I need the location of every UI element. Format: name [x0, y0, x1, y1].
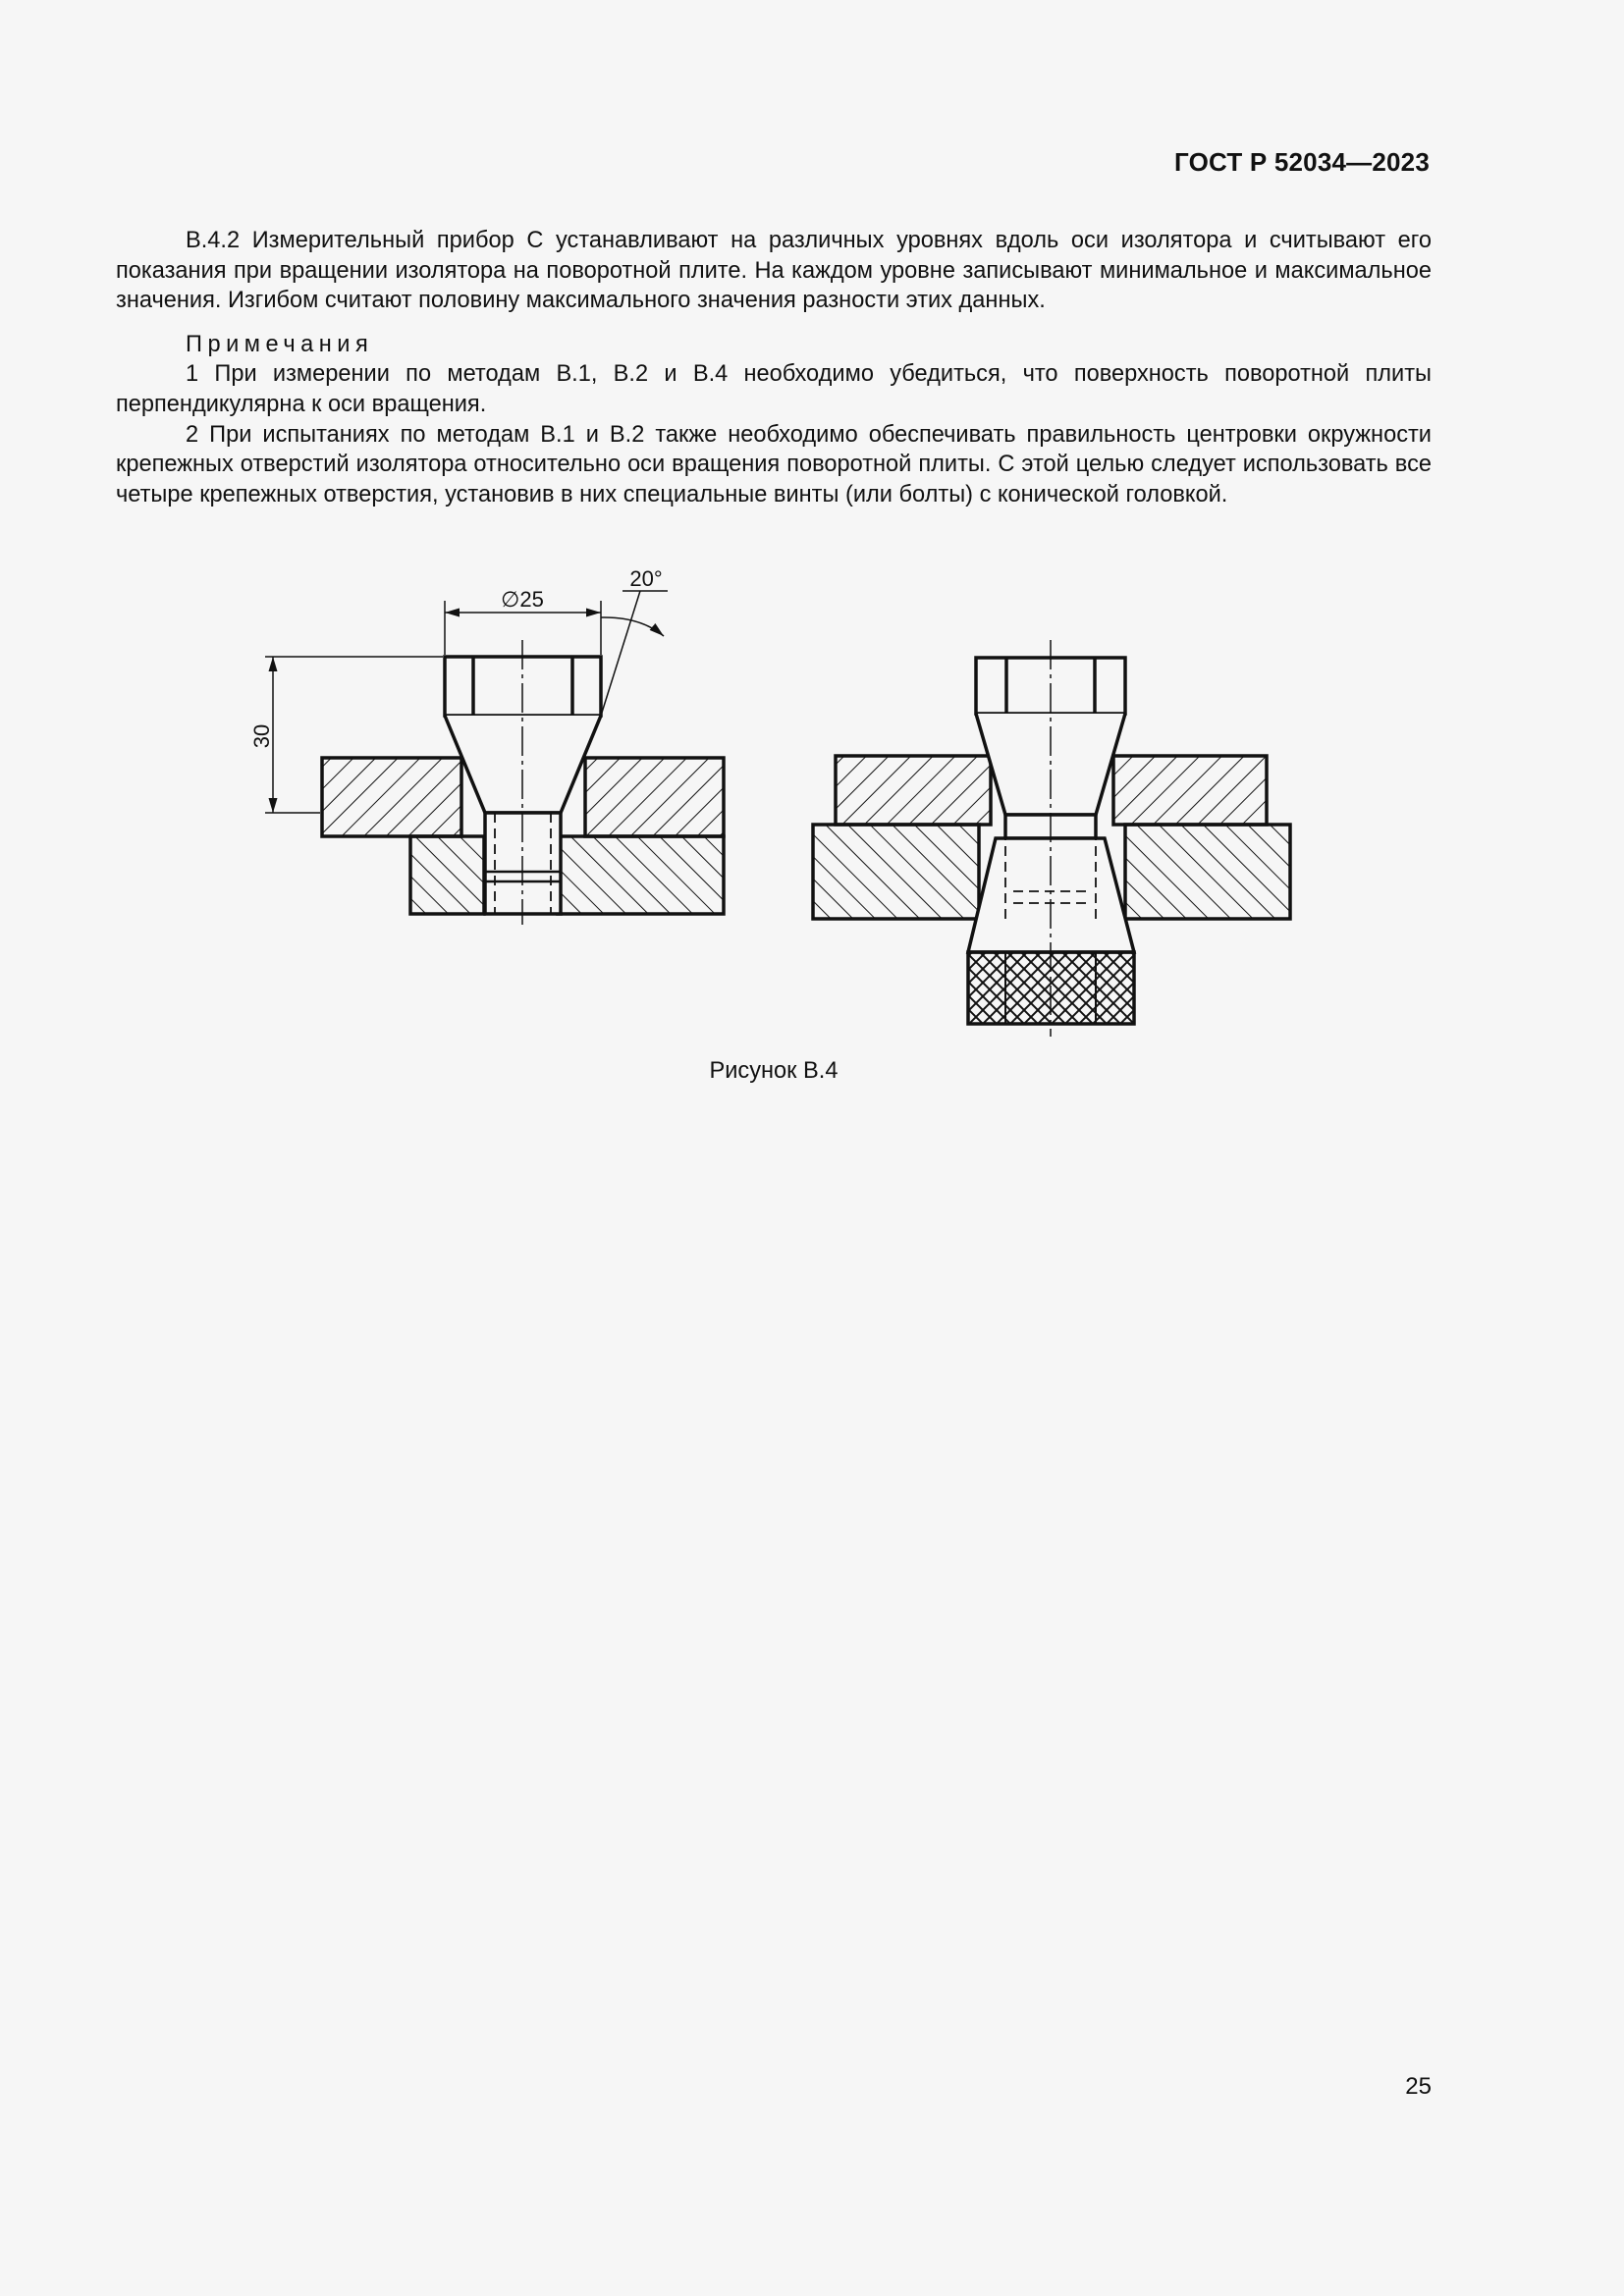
left-lower-plate-left: [410, 836, 484, 914]
dim-height-label: 30: [249, 723, 274, 749]
paragraph-b42: В.4.2 Измерительный прибор С устанавливают на различных уровнях вдоль оси изолятора и считывают его показания при вращении изолятора на поворотной плите. На каждом уровне записывают минимальное и максимальное значения. Изгибом считают половину максимального значения разности этих данных.: [116, 228, 1432, 314]
note-2: 2 При испытаниях по методам В.1 и В.2 также необходимо обеспечивать правильность центровки окружности крепежных отверстий изолятора относительно оси вращения поворотной плиты. С этой целью следует использовать все четыре крепежных отверстия, установив в них специальные винты (или болты) с конической головкой.: [116, 421, 1432, 507]
figure-b4-drawing: [0, 530, 1624, 1080]
right-upper-plate-right: [1113, 756, 1267, 825]
left-assembly-view: [322, 640, 724, 925]
left-upper-plate-left: [322, 758, 461, 836]
right-lower-plate-right: [1125, 825, 1290, 919]
figure-caption: Рисунок В.4: [709, 1058, 839, 1084]
dim-diameter-label: ∅25: [501, 587, 544, 612]
left-upper-plate-right: [585, 758, 724, 836]
notes-title: Примечания: [186, 331, 374, 357]
right-assembly-view: [813, 640, 1290, 1037]
left-lower-plate-right: [558, 836, 724, 914]
note-1: 1 При измерении по методам В.1, В.2 и В.4 необходимо убедиться, что поверхность поворотной плиты перпендикулярна к оси вращения.: [116, 361, 1432, 417]
document-code: ГОСТ Р 52034—2023: [1174, 147, 1430, 177]
right-upper-plate-left: [836, 756, 991, 825]
body-text: [116, 226, 1432, 509]
right-lower-plate-left: [813, 825, 979, 919]
page-number: 25: [1405, 2073, 1432, 2100]
dim-angle-label: 20°: [629, 566, 663, 591]
